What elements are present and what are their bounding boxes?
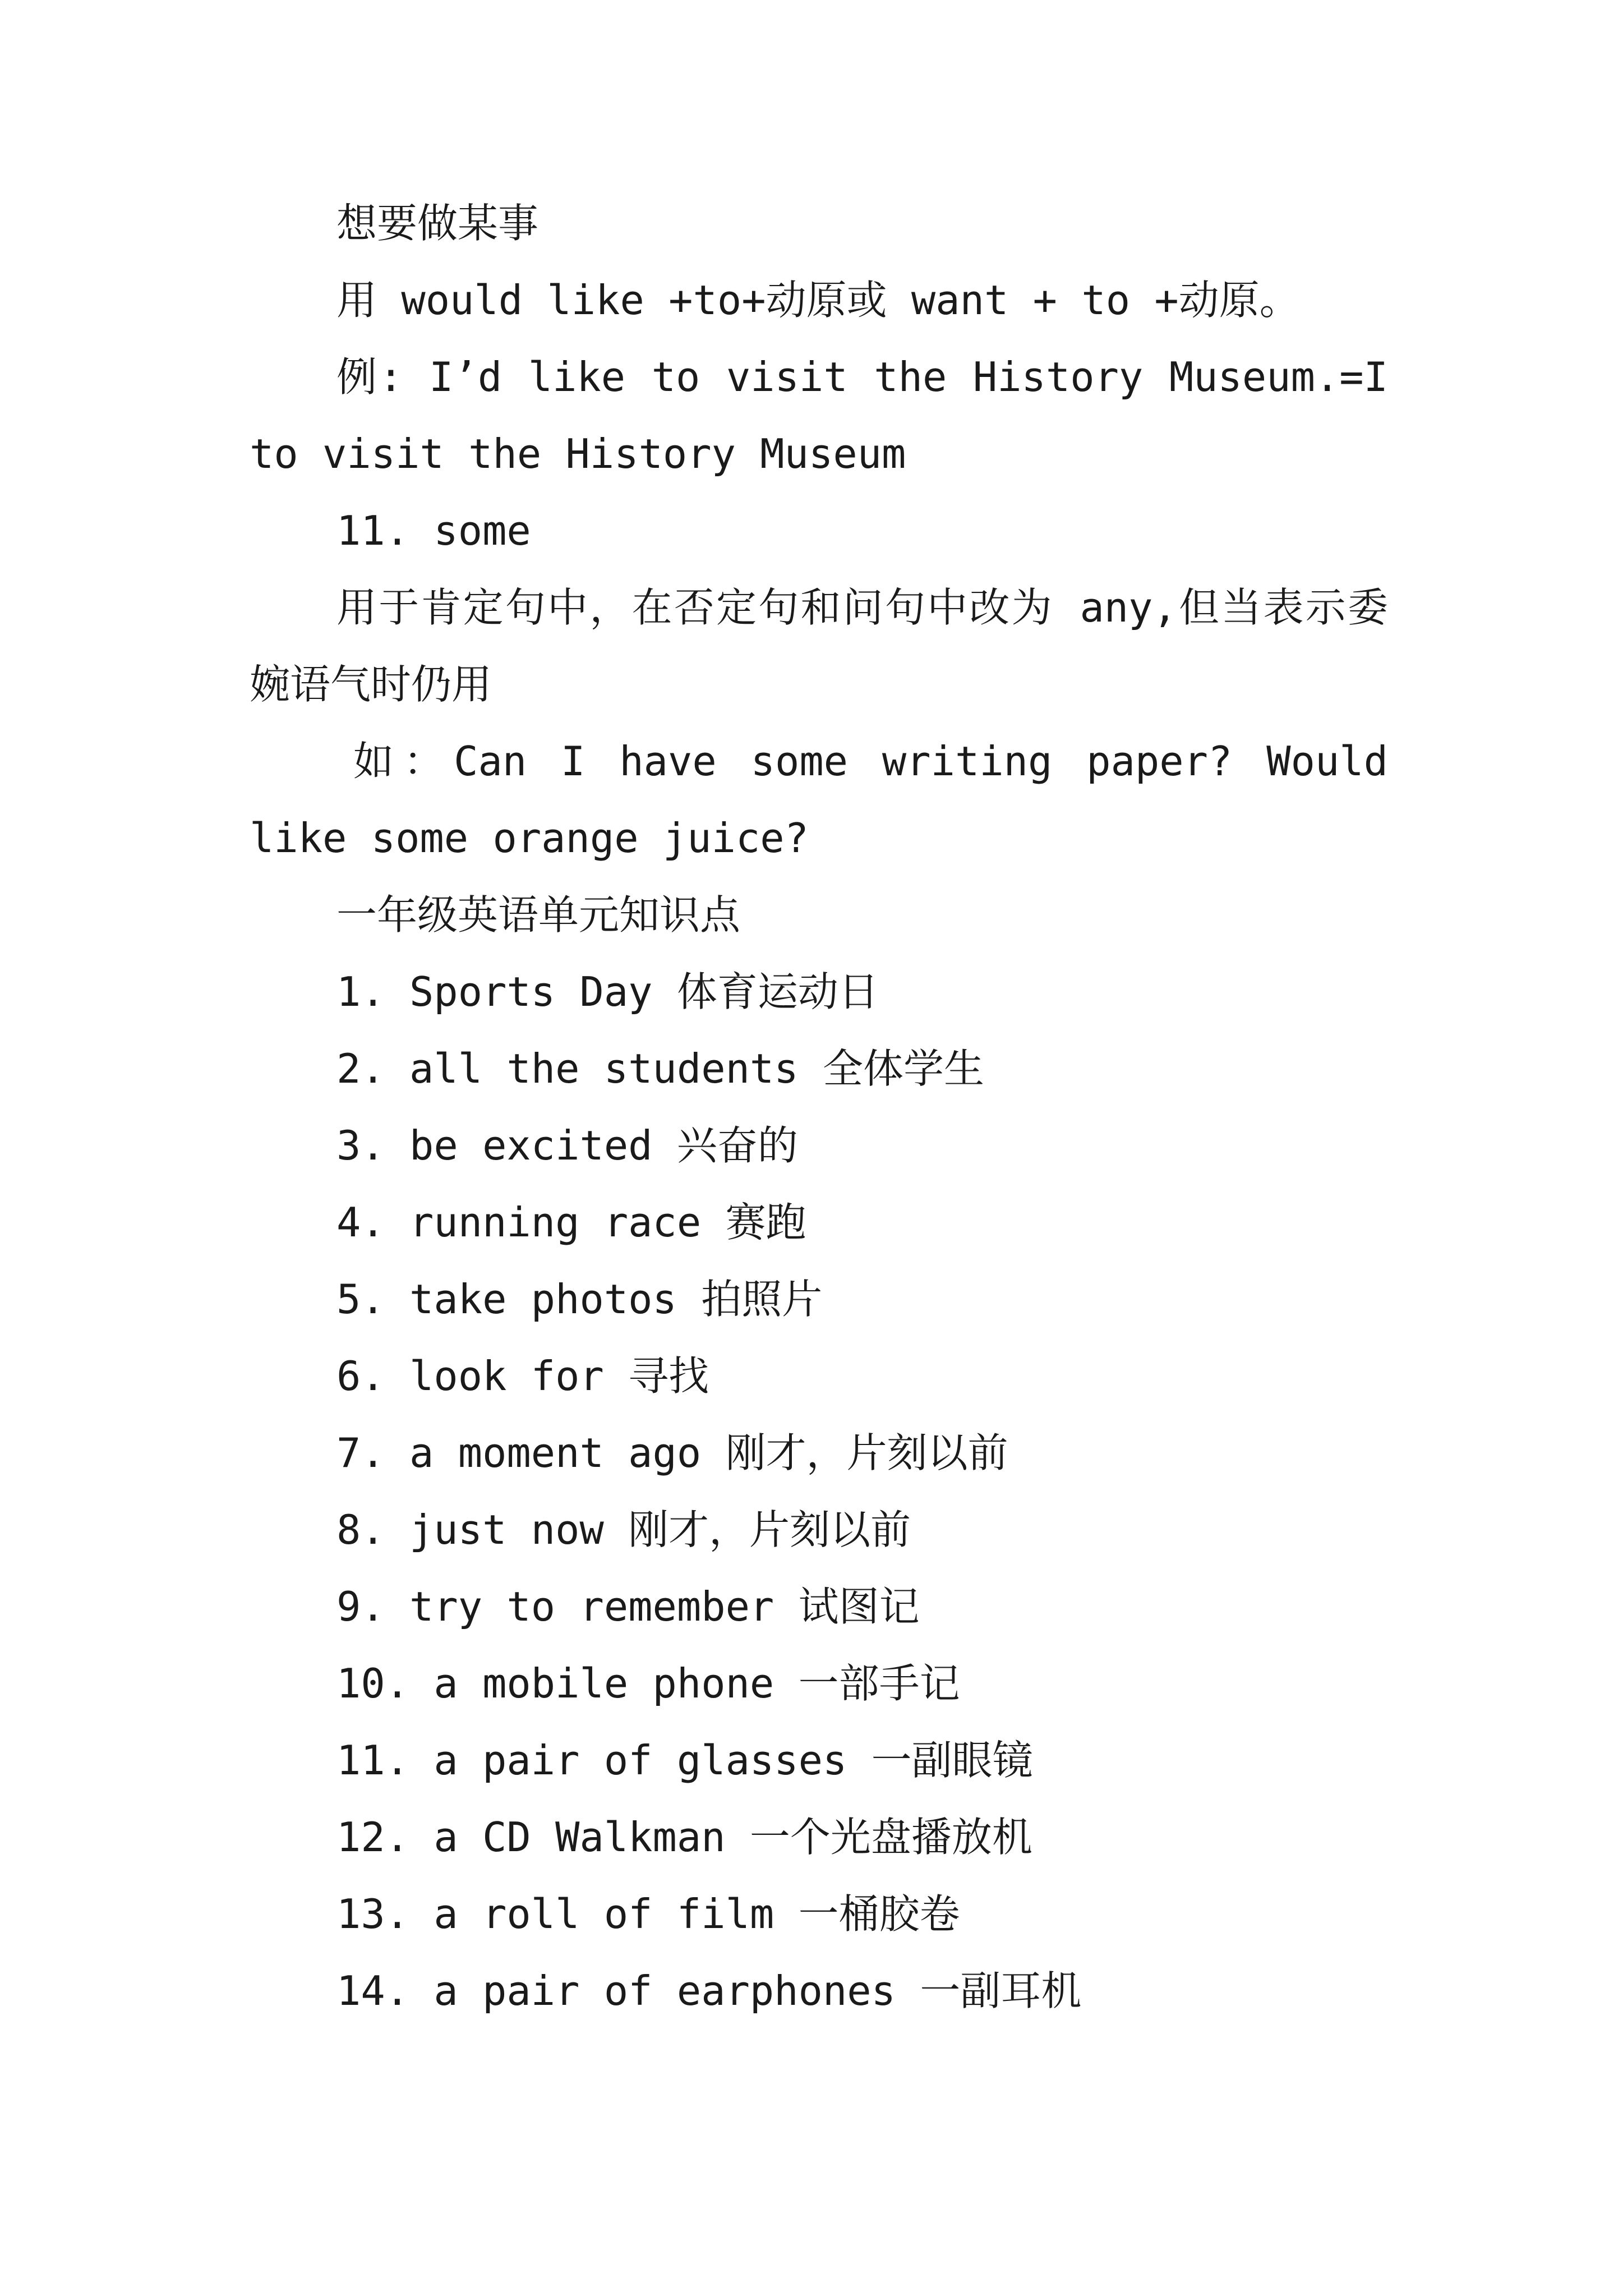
example-sentence-line-2: to visit the History Museum: [250, 430, 906, 477]
vocab-item: 14. a pair of earphones 一副耳机: [336, 1967, 1082, 2014]
vocab-item: 3. be excited 兴奋的: [336, 1122, 798, 1169]
vocab-item: 4. running race 赛跑: [336, 1199, 806, 1246]
vocab-item: 8. just now 刚才，片刻以前: [336, 1506, 911, 1553]
vocab-list: [250, 954, 1388, 2030]
section-heading: 想要做某事: [336, 200, 539, 247]
usage-rule: 用 would like +to+动原或 want + to +动原。: [336, 277, 1300, 324]
vocab-item: 2. all the students 全体学生: [336, 1045, 984, 1092]
vocab-item: 6. look for 寻找: [336, 1352, 709, 1400]
vocab-item: 11. a pair of glasses 一副眼镜: [336, 1737, 1033, 1784]
some-example-line-1: 如：Can I have some writing paper? Would: [353, 738, 1388, 785]
some-rule-line-2: 婉语气时仍用: [250, 661, 492, 708]
some-example-line-2: like some orange juice?: [250, 815, 809, 862]
example-sentence-line-1: 例: I’d like to visit the History Museum.=I: [336, 353, 1388, 401]
vocab-item: 12. a CD Walkman 一个光盘播放机: [336, 1814, 1032, 1861]
vocab-item: 7. a moment ago 刚才，片刻以前: [336, 1429, 1008, 1476]
unit-title: 一年级英语单元知识点: [336, 891, 741, 938]
vocab-item: 9. try to remember 试图记: [336, 1583, 920, 1630]
vocab-item: 5. take photos 拍照片: [336, 1276, 823, 1323]
page-content: [250, 185, 1388, 2030]
vocab-item: 10. a mobile phone 一部手记: [336, 1660, 960, 1707]
point-number-heading: 11. some: [336, 507, 531, 554]
vocab-item: 13. a roll of film 一桶胶卷: [336, 1890, 960, 1938]
vocab-item: 1. Sports Day 体育运动日: [336, 968, 879, 1015]
some-rule-line-1: 用于肯定句中，在否定句和问句中改为 any,但当表示委: [336, 584, 1388, 631]
